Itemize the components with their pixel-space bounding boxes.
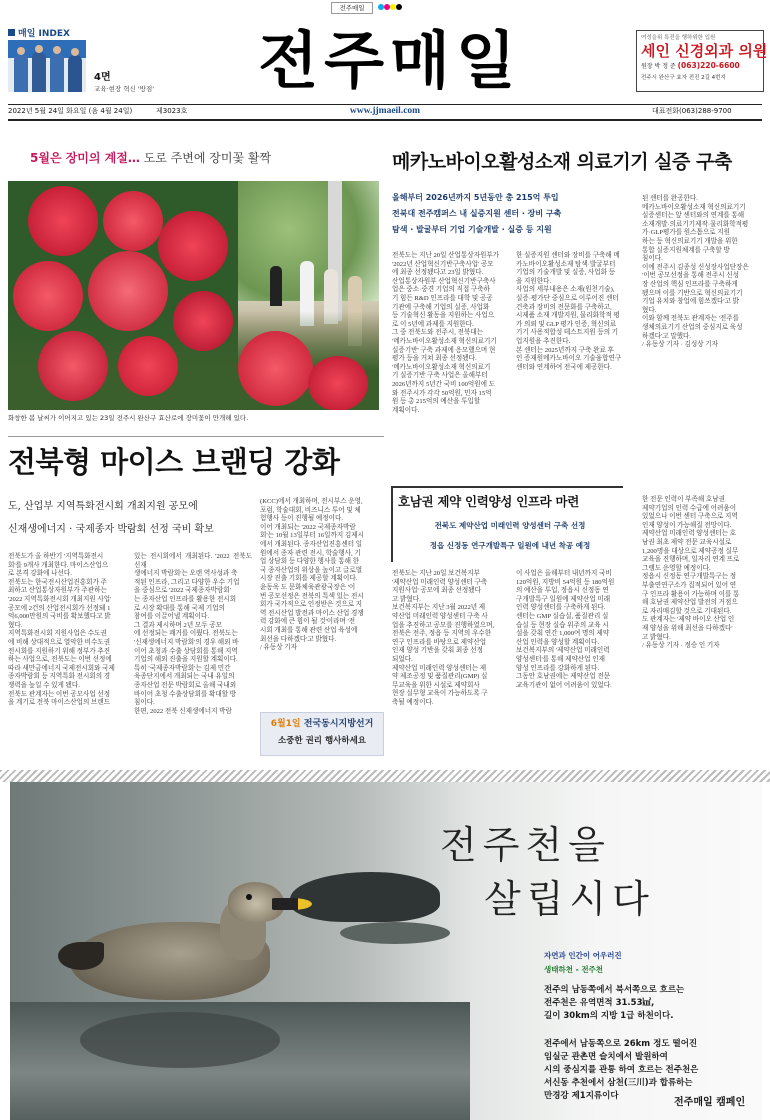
- body-text-line: '이번 공모선정을 통해 전주시 신성: [642, 272, 739, 280]
- pharma-col2: [516, 570, 634, 690]
- body-text-line: 무교육을 위한 시설로 제약회사: [392, 681, 480, 689]
- ad-box: [636, 30, 768, 92]
- bio-sub-2: 전북대 전주캠퍼스 내 실증지원 센터 · 장비 구축: [392, 209, 562, 218]
- body-text-line: 이어 개최되는 '2022 국제종자박람: [260, 523, 356, 531]
- body-text-line: '메카노바이오활성소재 혁신의료기: [392, 363, 491, 371]
- body-text-line: 도 관계자는 '제약 바이오 산업 인: [642, 616, 735, 624]
- mice-sub1: 도, 산업부 지역특화전시회 개최지원 공모에: [8, 501, 198, 512]
- rose-lead-rest: 도로 주변에 장미꽃 활짝: [143, 151, 272, 165]
- body-text-line: 메카노바이오활성소재 혁신의료기기: [642, 203, 746, 211]
- body-text-line: 양성 인프라를 강화하게 된다.: [516, 664, 600, 672]
- body-text-line: 실증센터는 앞 센터와의 연계를 통해: [642, 212, 745, 220]
- ad-address: 전주시 완산구 효자 전진 2길 4번지: [641, 75, 726, 81]
- body-text-line: 전북도는 지난 20일 산업통상자원부가: [392, 252, 500, 259]
- body-text-line: 그동안 호남권에는 제약산업 전문: [516, 673, 611, 681]
- body-text-line: 력 강화에 큰 힘이 될 것'이라며 '전: [260, 618, 356, 626]
- body-text-line: 기업 유치와 창업에 힘쓰겠다'고 밝: [642, 298, 739, 306]
- body-text-line: 계획이다.: [392, 406, 420, 414]
- mice-col2: [134, 553, 252, 716]
- body-text-line: 실증기반' 구축 과제에 응모했으며 현: [392, 346, 496, 354]
- body-text-line: 는 종자산업 인프라를 활용한 전시회: [134, 595, 237, 603]
- body-text-line: 에서 개최된다. 종자산업진흥센터 일: [260, 540, 363, 548]
- rose-photo: [8, 181, 379, 410]
- body-text-line: 구개발특구 일원에 제약산업 미래: [516, 595, 611, 603]
- body-text-line: 전북도가 올 하반기 '지역특화전시: [8, 553, 104, 560]
- body-text-line: 보건복지부는 지난 3월 2022년 제: [392, 604, 486, 612]
- body-text-line: 약산업 미래인력 양성센터 구축 사: [392, 612, 488, 620]
- body-text-line: 억6,000만원의 국비를 확보했다고 밝: [8, 613, 111, 621]
- body-text-line: 침이다.: [642, 255, 663, 263]
- body-text-line: 부출연연구소가 집적되어 있어 연: [642, 581, 737, 589]
- pharma-col3: [642, 496, 762, 651]
- body-text-line: 인력 양성센터를 구축하게 된다.: [516, 604, 606, 612]
- body-text-line: 120억원, 지방비 54억원 등 180억원: [516, 578, 615, 586]
- body-text-line: 축될 예정이다.: [392, 698, 434, 706]
- pharma-col1: [392, 570, 510, 708]
- duck-reflection: [80, 1012, 280, 1068]
- body-text-line: 교육을 진행하며, 일자리 연계 프로: [642, 556, 740, 564]
- body-text-line: 한 전문 인력이 부족해 호남권: [642, 496, 726, 503]
- body-text-line: 카노바이오활성소재 탐색·발굴부터: [516, 260, 616, 268]
- pharma-headline: 호남권 제약 인력양성 인프라 마련: [398, 494, 580, 509]
- body-text-line: 지역특화전시회 지원사업은 수도권: [8, 630, 107, 638]
- body-text-line: / 유동상 기자: [260, 644, 297, 652]
- election-sub: 소중한 권리 행사하세요: [277, 736, 367, 746]
- body-text-line: 업은 중소·중견 기업의 직접 구축하: [392, 286, 490, 294]
- body-text-line: 회가 국가적으로 인정받은 것으로 지: [260, 601, 363, 609]
- body-text-line: 있는 전시회에서 개최된다. '2022 전북도 신재: [134, 553, 252, 569]
- body-text-line: 구 인프라 활용이 가능하며 이를 통: [642, 590, 740, 598]
- rose-lead-em: 5월은 장미의 계절…: [30, 151, 140, 165]
- header-date: 2022년 5월 24일 화요일 (음 4월 24일): [8, 107, 133, 115]
- body-text-line: 1,200명을 대상으로 제약공정 실무: [642, 547, 739, 555]
- body-text-line: (KCC)에서 개최하며, 전시부스 운영,: [260, 498, 363, 505]
- bio-col1: [392, 252, 510, 415]
- body-text-line: '신재생에너지 박람회'의 경우 해외 바: [134, 638, 239, 646]
- body-text-line: 2026년까지 5년간 국비 100억원에 도: [392, 380, 496, 388]
- body-text-line: 기 실증기반 구축 사업은 올해부터: [392, 372, 488, 380]
- body-text-line: / 유동상 기자 · 김성상 기자: [642, 341, 718, 349]
- rose-lead: [30, 151, 271, 165]
- body-text-line: 종자박람회 등 지역특화 전시회의 경: [8, 673, 111, 681]
- body-text-line: 본 센터는 2025년까지 구축 완료 후: [516, 346, 614, 354]
- top-tag-box: [331, 2, 373, 14]
- campaign-title-2: 살립시다: [484, 877, 655, 921]
- body-text-line: 교육기관이 없어 어려움이 있었다.: [516, 681, 612, 689]
- body-text-line: 종자산업 전문 박람회로 올해 국내외: [134, 681, 237, 689]
- body-text-line: 에 비해 상대적으로 열악한 비수도권: [8, 638, 111, 646]
- body-text-line: 최하고 산업통상자원부가 주관하는: [8, 587, 107, 595]
- body-text-line: 그 결과 제시하며 2년 모두 공모: [134, 621, 222, 629]
- masthead: 전주매일: [258, 24, 522, 97]
- body-text-line: 업지원을 추진한다.: [516, 337, 571, 345]
- body-text-line: 남권 최초 제약 전문 교육시설로: [642, 538, 732, 546]
- body-text-line: 회'를 9개사 개최한다. 마이스산업으: [8, 561, 109, 569]
- pharma-sub2: 정읍 신정동 연구개발특구 일원에 내년 착공 예정: [429, 541, 591, 550]
- election-ad: [260, 712, 384, 756]
- body-text-line: 전북도는 지난 20일 보건복지부: [392, 570, 480, 577]
- body-text-line: 이와 함께 전북도 관계자는 '전주를: [642, 315, 739, 323]
- body-text-line: 기업의 해외 진출을 지원할 계획이다.: [134, 656, 238, 664]
- body-text-line: 평가 등을 거쳐 최종 선정됐다.: [392, 355, 477, 363]
- body-text-line: 제약기업의 인력 수급에 어려움이: [642, 504, 737, 512]
- body-text-line: 하는 사업으로, 전북도는 이번 선정에: [8, 656, 112, 664]
- index-page: 4면: [94, 72, 111, 83]
- body-text-line: 에 선정되는 쾌거를 이뤘다. 전북도는: [134, 630, 238, 638]
- cmyk-marks: [378, 4, 408, 12]
- body-text-line: 제약산업 미래인력 양성센터는 호: [642, 530, 737, 538]
- body-text-line: 에 최종 선정됐다고 23일 밝혔다.: [392, 269, 484, 277]
- body-text-line: '2022년 산업혁신기반구축사업' 공모: [392, 260, 494, 268]
- body-text-line: 혔다.: [8, 621, 23, 629]
- body-text-line: 참여를 이끌어낼 계획이다.: [134, 613, 210, 621]
- index-box: [8, 26, 155, 96]
- campaign-sign: 전주매일 캠페인: [674, 1097, 746, 1108]
- campaign-stripe: [0, 770, 770, 782]
- body-text-line: 업을 추진하고 공모를 진행하였으며,: [392, 621, 495, 629]
- body-text-line: 이어 초청과 수출 상담회를 통해 지역: [134, 647, 238, 655]
- body-text-line: 정읍시 신정동 연구개발특구는 정: [642, 573, 737, 581]
- mice-sub2: 신재생에너지 · 국제종자 박람회 선정 국비 확보: [8, 524, 214, 535]
- body-text-line: 공모에 2건의 산업전시회가 선정돼 1: [8, 604, 111, 612]
- header-phone: 대표전화(063)288-9700: [652, 107, 732, 115]
- campaign-panel: [10, 782, 762, 1120]
- bio-col3: [642, 195, 762, 350]
- mice-rule: [8, 436, 384, 437]
- body-text-line: 적된 인프라, 그리고 다양한 우수 기업: [134, 578, 240, 586]
- body-text-line: 을 계기로 전북 마이스산업의 브랜드: [8, 699, 111, 707]
- body-text-line: 센터와 연계하여 전국에 제공한다.: [516, 363, 612, 371]
- body-text-line: 업 상담회 등 다양한 행사를 통해 한: [260, 558, 360, 566]
- bio-headline: 메카노바이오활성소재 의료기기 실증 구축: [392, 151, 732, 173]
- body-text-line: 포럼, 학술대회, 비즈니스 투어 및 체: [260, 506, 361, 514]
- top-tag: 전주매일: [339, 4, 365, 12]
- body-text-line: 되었다.: [392, 655, 413, 663]
- duck-tail: [58, 942, 104, 970]
- index-label: 매일 INDEX: [18, 29, 70, 39]
- body-text-line: 건축과 장비의 전문화를 구축하고,: [516, 303, 612, 311]
- body-text-line: 사업의 세부내용은 소재(원천기술),: [516, 286, 615, 294]
- body-text-line: '메카노바이오활성소재 혁신의료기기: [392, 337, 497, 345]
- bio-sub-3: 탐색 · 발굴부터 기업 기술개발 · 실증 등 지원: [392, 225, 552, 234]
- body-text-line: 됐으며 이를 기반으로 혁신의료기기: [642, 289, 743, 297]
- body-text-line: 험행사 등이 진행될 예정이다.: [260, 515, 344, 523]
- body-text-line: 육종단지에서 개최되는 국내 유일의: [134, 673, 235, 681]
- index-text: 교육·현장 혁신 '방점': [94, 85, 155, 93]
- body-text-line: 된 센터를 완공한다.: [642, 195, 698, 202]
- body-text-line: 시회 개최를 통해 관련 산업 육성에: [260, 626, 358, 634]
- body-text-line: 지원사업' 공모에 최종 선정됐다: [392, 587, 481, 595]
- body-text-line: 이 사업은 올해부터 내년까지 국비: [516, 570, 612, 577]
- body-text-line: 윤동욱 도 문화체육관광국장은 '이: [260, 583, 356, 591]
- body-text-line: 회'는 10월 13일부터 16일까지 김제시: [260, 532, 364, 540]
- body-text-line: 전북도는 한국전시산업진흥회가 주: [8, 578, 107, 586]
- body-text-line: 양성센터'를 통해 제약산업 인재: [516, 655, 605, 663]
- body-text-line: 그램도 운영할 예정이다.: [642, 564, 711, 572]
- body-text-line: 전북도 관계자는 이번 공모사업 선정: [8, 690, 111, 698]
- body-text-line: 보건복지부의 '제약산업 미래인력: [516, 647, 610, 655]
- body-text-line: 와 전주시가 각각 50억원, 민자 15억: [392, 389, 492, 397]
- bio-subs: [392, 190, 632, 238]
- body-text-line: 쟁력을 높일 수 있게 됐다.: [8, 681, 80, 689]
- mice-headline: 전북형 마이스 브랜딩 강화: [8, 445, 340, 479]
- body-text-line: 생체의료기기 산업의 중심지로 육성: [642, 323, 743, 331]
- body-text-line: 약 제조공정 및 품질관리(GMP) 실: [392, 673, 488, 681]
- body-text-line: 생에너지 박람회'는 오랜 역사성과 축: [134, 570, 238, 578]
- campaign-tag-1: 자연과 인간이 어우러진: [544, 951, 622, 960]
- body-text-line: 최선을 다하겠다'고 밝혔다.: [260, 635, 337, 643]
- index-icon: [8, 29, 15, 36]
- ad-phone: (063)220-6600: [677, 61, 740, 70]
- body-text-line: 인재 양성 기반을 갖춰 최종 선정: [392, 647, 484, 655]
- body-text-line: 고 밝혔다.: [642, 633, 671, 641]
- body-text-line: 혔다.: [642, 306, 657, 314]
- ad-name: 세인 신경외과 의원: [641, 42, 768, 60]
- body-text-line: '제약산업 미래인력 양성센터 구축: [392, 578, 488, 586]
- body-text-line: 인재 양성이 가능해질 전망이다.: [642, 521, 732, 529]
- ad-doctor: 원장 박 정 준: [641, 63, 676, 70]
- body-text-line: 기관에 구축해 기업의 실증, 사업화: [392, 303, 490, 311]
- body-text-line: 등 기술혁신 활동을 지원하는 사업으: [392, 312, 495, 320]
- body-text-line: 고 밝혔다.: [392, 595, 421, 603]
- election-title: 전국동시지방선거: [303, 719, 374, 729]
- body-text-line: 가 의뢰 및 GLP 평가 인증, 혁신의료: [516, 320, 617, 328]
- body-text-line: 전주에서 남동쪽으로 26km 정도 떨어진: [544, 1039, 698, 1049]
- election-day: 6월1일: [270, 719, 301, 729]
- body-text-line: 제약산업 미래인력 양성센터는 제: [392, 664, 487, 672]
- body-text-line: 로 이 5년에 과제를 지원한다.: [392, 320, 474, 328]
- body-text-line: / 유동상 기자 · 정승 인 기자: [642, 642, 720, 650]
- bio-sub-1: 올해부터 2026년까지 5년동안 총 215억 투입: [392, 193, 559, 202]
- body-text-line: 기기 사용적합성 테스트지원 등의 기: [516, 329, 619, 337]
- pharma-sub1: 전북도 제약산업 미래인력 양성센터 구축 선정: [434, 521, 586, 530]
- body-text-line: 하는 등 혁신의료기기 개발을 위한: [642, 237, 738, 245]
- body-text-line: 설을 갖춰 연간 1,000여 명의 제약: [516, 630, 610, 638]
- body-text-line: 임실군 관촌면 슬치에서 발원하여: [544, 1052, 668, 1062]
- body-text-line: 원 등 총 215억의 예산을 투입할: [392, 398, 481, 406]
- body-text-line: 전주의 남동쪽에서 북서쪽으로 흐르는: [544, 985, 685, 995]
- body-text-line: 따라 새만금에너지 국제전시회와 국제: [8, 664, 115, 672]
- body-text-line: 서신동 추천에서 삼천(三川)과 합류하는: [544, 1078, 693, 1088]
- body-text-line: 소재개발·의료기기제작·물리화학적평: [642, 220, 749, 228]
- body-text-line: 시제품 소재 개발지원, 물리화학적 평: [516, 312, 620, 320]
- body-text-line: 로 자리매김할 것으로 기대된다.: [642, 607, 732, 615]
- body-text-line: 해 호남권 제약산업 발전의 거점으: [642, 599, 738, 607]
- body-text-line: 하겠다'고 말했다.: [642, 332, 692, 340]
- mice-col1: [8, 553, 126, 708]
- body-text-line: 을 지원한다.: [516, 277, 552, 285]
- body-text-line: 시의 중심지를 관통 하여 흐르는 전주천은: [544, 1065, 699, 1075]
- mice-col3: [260, 498, 384, 653]
- body-text-line: 그 중 전북도와 전주시, 전북대는: [392, 329, 484, 337]
- body-text-line: 기업의 기술개발 및 실증, 사업화 등: [516, 269, 616, 277]
- body-text-line: 번 공모선정은 전북의 특색 있는 전시: [260, 592, 364, 600]
- body-text-line: 로 시장 확대를 통해 국제 기업의: [134, 604, 226, 612]
- body-text-line: '2022 지역특화전시회 개최지원 사업': [8, 595, 112, 603]
- duck-bill: [272, 898, 312, 910]
- body-text-line: 전시회를 지원하기 위해 정부가 추진: [8, 647, 111, 655]
- index-photo: [8, 40, 86, 92]
- body-text-line: 통합 실증지원체계를 구축할 방: [642, 246, 730, 254]
- body-text-line: 전북은 전주, 정읍 등 지역의 우수한: [392, 630, 492, 638]
- header-issue: 제3023호: [156, 107, 188, 115]
- body-text-line: 을 중심으로 '2022 국제종자박람회': [134, 587, 231, 595]
- body-text-line: 침이다.: [134, 699, 155, 707]
- body-text-line: 산업통상자원부 산업혁신기반구축사: [392, 277, 496, 285]
- body-text-line: 길이 30km의 지방 1급 하천이다.: [544, 1011, 674, 1021]
- header-rule-bottom: [8, 119, 762, 121]
- body-text-line: 가·GLP평가를 원스톱으로 지원: [642, 229, 731, 237]
- body-text-line: 습실 등 현장 실습 위주의 교육 시: [516, 621, 609, 629]
- body-text-line: 센터는 GMP 실습실, 품질관리 실: [516, 612, 609, 620]
- body-text-line: 의 예산을 투입, 정읍시 신정동 연: [516, 587, 609, 595]
- body-text-line: 만경강 제1지류이다: [544, 1091, 619, 1101]
- body-text-line: 역 전시산업 발전과 마이스 산업 경쟁: [260, 609, 364, 617]
- body-text-line: 한편, 2022 전북 신재생에너지 박람: [134, 707, 232, 715]
- body-text-line: 이에 전주시 김종성 신성장사업단장은: [642, 263, 749, 271]
- body-text-line: 원에서 종자 관련 전시, 학술행사, 기: [260, 549, 361, 557]
- body-text-line: 산업 인력을 양성할 계획이다.: [516, 638, 600, 646]
- body-text-line: 한 실증지원 센터와 장비를 구축해 메: [516, 252, 620, 259]
- campaign-p2: [544, 1038, 698, 1103]
- body-text-line: 국 종자산업의 위상을 높이고 글로벌: [260, 566, 363, 574]
- body-text-line: 인 증재원메카노바이오 기술융합연구: [516, 355, 622, 363]
- body-text-line: 시장 진출 기회를 제공할 계획이다.: [260, 575, 358, 583]
- body-text-line: 장 산업의 핵심 인프라를 구축하게: [642, 280, 738, 288]
- campaign-tag-2: 생태하천 - 전주천: [544, 965, 604, 974]
- header-url[interactable]: www.jjmaeil.com: [349, 106, 421, 116]
- ad-top: 여성을위 특전을 행하위한 입원: [641, 35, 716, 41]
- body-text-line: 로 본격 강화에 나선다.: [8, 570, 72, 578]
- body-text-line: 현장 실무형 교육이 가능하도록 구: [392, 690, 488, 698]
- body-text-line: 연구 인프라를 바탕으로 제약산업: [392, 638, 487, 646]
- campaign-title-1: 전주천을: [440, 823, 611, 867]
- body-text-line: 기 힘든 R&D 인프라를 대학 및 공공: [392, 294, 493, 302]
- body-text-line: 실증·평가단 중심으로 이루어진 센터: [516, 294, 619, 302]
- body-text-line: 재 양성을 위해 최선을 다하겠다': [642, 624, 733, 632]
- body-text-line: 전주천은 유역면적 31.53㎢,: [544, 998, 655, 1008]
- rose-caption: 화창한 봄 날씨가 이어지고 있는 23일 전주시 완산구 효산로에 장미꽃이 만개해 있다.: [8, 414, 249, 422]
- body-text-line: 있었으나 이번 센터 구축으로 지역: [642, 513, 738, 521]
- campaign-p1: [544, 984, 684, 1023]
- body-text-line: 특히 '국제종자박람회'는 김제 민간: [134, 664, 231, 672]
- body-text-line: 바이어 초청 수출상담회를 확대할 방: [134, 690, 237, 698]
- bio-col2: [516, 252, 634, 372]
